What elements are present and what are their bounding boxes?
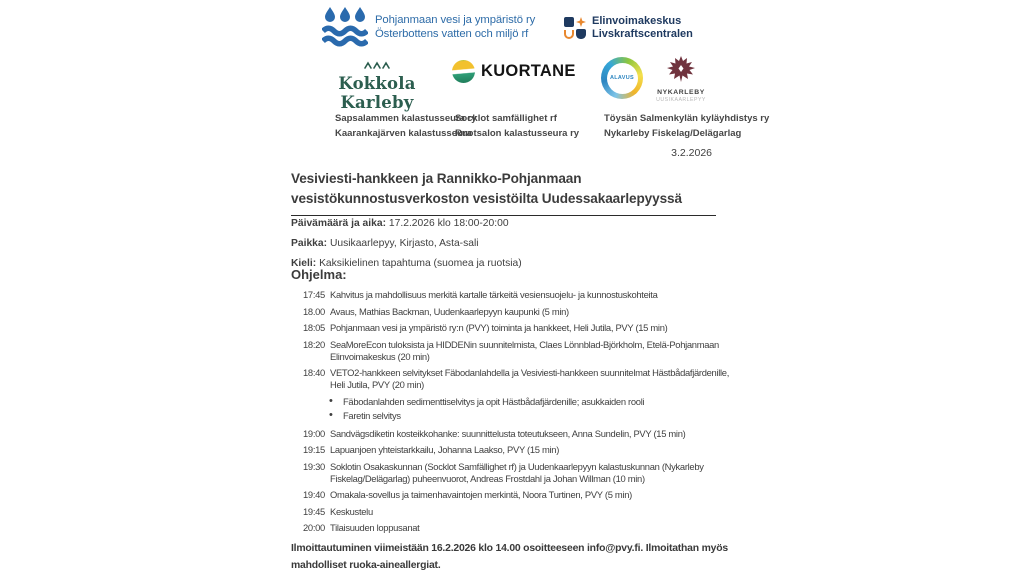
maroon-star-emblem-icon — [666, 56, 696, 82]
kokkola-name-fi: Kokkola — [338, 74, 416, 93]
organizations-column-3 — [604, 111, 769, 141]
pvy-logo-text — [375, 13, 535, 41]
program-item-time: 19:30 — [303, 460, 325, 472]
program-item-time: 18:40 — [303, 367, 325, 378]
program-item-time: 18:05 — [303, 322, 325, 333]
program-sub-item: • Fäbodanlahden sedimenttiselvitys ja opit Hästbådafjärdenille; asukkaiden rooli — [303, 396, 741, 408]
program-item-time: 19:15 — [303, 444, 325, 455]
page-title-line-2: vesistökunnostusverkoston vesistöilta Uudessakaarlepyyssä — [291, 191, 682, 206]
program-item — [303, 461, 741, 485]
program-item-text: Soklotin Osakaskunnan (Socklot Samfällighet rf) ja Uudenkaarlepyyn kalastuskunnan (Nykarleby Fiskelag/Delägarlag) puheenvuorot, Andreas Frostdahl ja Johan Willman (10 min) — [330, 460, 704, 484]
nykarleby-name-fi: UUSIKAARLEPYY — [656, 97, 706, 103]
program-item — [303, 322, 741, 334]
detail-value: Uusikaarlepyy, Kirjasto, Asta-sali — [329, 238, 479, 249]
page-title — [291, 169, 716, 216]
page-title-line-1: Vesiviesti-hankkeen ja Rannikko-Pohjanmaan — [291, 171, 582, 186]
document-date: 3.2.2026 — [671, 147, 712, 159]
alavus-name: ALAVUS — [609, 75, 634, 81]
four-tile-emblem-icon — [564, 17, 586, 39]
yellow-green-globe-icon — [452, 60, 475, 83]
nykarleby-logo — [648, 56, 714, 103]
program-item-text: Keskustelu — [330, 505, 373, 517]
event-details — [291, 217, 736, 277]
program-item-time: 19:40 — [303, 489, 325, 500]
program-item-text: Tilaisuuden loppusanat — [330, 522, 420, 533]
program-heading: Ohjelma: — [291, 267, 347, 282]
kuortane-name: KUORTANE — [481, 62, 576, 80]
program-item — [303, 444, 741, 456]
organization-name: Ruotsalon kalastusseura ry — [455, 128, 580, 139]
pvy-name-sv: Österbottens vatten och miljö rf — [375, 28, 529, 40]
detail-value: Kaksikielinen tapahtuma (suomea ja ruotsia) — [319, 258, 522, 269]
program-item — [303, 306, 741, 318]
pvy-logo — [322, 7, 535, 47]
detail-place — [291, 237, 736, 250]
program-item-text: Pohjanmaan vesi ja ympäristö ry:n (PVY) toiminta ja hankkeet, Heli Jutila, PVY (15 min) — [330, 322, 668, 333]
detail-label: Paikka: — [291, 238, 328, 249]
detail-label: Kieli: — [291, 258, 317, 269]
color-ring-icon — [607, 63, 638, 94]
program-sub-item: • Faretin selvitys — [303, 410, 741, 422]
kokkola-logo — [330, 56, 424, 112]
organization-name: Töysän Salmenkylän kyläyhdistys ry — [604, 113, 770, 124]
program-item-text: VETO2-hankkeen selvitykset Fäbodanlahdella ja Vesiviesti-hankkeen suunnitelmat Hästbådafjärdenille, Heli Jutila, PVY (20 min) — [330, 367, 730, 390]
emblem-tile-shield — [576, 29, 586, 39]
emblem-tile-square — [564, 17, 574, 27]
kokkola-name-sv: Karleby — [340, 93, 414, 112]
nykarleby-name-sv: NYKARLEBY — [657, 89, 705, 96]
organization-name: Sapsalammen kalastusseura ry — [335, 113, 477, 124]
detail-value: 17.2.2026 klo 18:00-20:00 — [388, 218, 509, 229]
organizations-column-2 — [455, 111, 579, 141]
program-item-text: Kahvitus ja mahdollisuus merkitä kartalle tärkeitä vesiensuojelu- ja kunnostuskohteita — [330, 289, 658, 300]
elinvoimakeskus-logo-text — [592, 15, 693, 41]
program-item — [303, 489, 741, 501]
organization-name: Kaarankajärven kalastusseura — [335, 128, 472, 139]
program-item — [303, 339, 741, 363]
organization-name: Nykarleby Fiskelag/Delägarlag — [604, 128, 742, 139]
water-drops-waves-icon — [322, 7, 368, 47]
program-item-text: Avaus, Mathias Backman, Uudenkaarlepyyn kaupunki (5 min) — [330, 305, 569, 317]
program-item — [303, 367, 741, 391]
emblem-tile-star — [576, 17, 586, 27]
emblem-tile-arc — [564, 30, 574, 39]
program-item-text: SeaMoreEcon tuloksista ja HIDDENin suunnitelmista, Claes Lönnblad-Björkholm, Etelä-Pohjanmaan Elinvoimakeskus (20 min) — [330, 338, 719, 362]
program-item-text: Omakala-sovellus ja taimenhavaintojen merkintä, Noora Turtinen, PVY (5 min) — [330, 489, 632, 500]
elinvoimakeskus-logo — [564, 15, 693, 41]
registration-note: Ilmoittautuminen viimeistään 16.2.2026 klo 14.00 osoitteeseen info@pvy.fi. Ilmoitathan myös mahdolliset ruoka-aineallergiat. — [291, 543, 728, 571]
kuortane-logo — [452, 60, 576, 83]
organization-name: Socklot samfällighet rf — [455, 113, 557, 124]
detail-language — [291, 257, 736, 270]
program-item-time: 19:00 — [303, 427, 325, 439]
elinvoimakeskus-name-sv: Livskraftscentralen — [592, 28, 693, 40]
detail-date-time — [291, 217, 736, 230]
program-list — [303, 289, 741, 539]
program-item-text: Lapuanjoen yhteistarkkailu, Johanna Laakso, PVY (15 min) — [330, 444, 560, 455]
program-item — [303, 428, 741, 440]
program-item-time: 19:45 — [303, 505, 325, 517]
program-item — [303, 506, 741, 518]
program-sub-items — [303, 396, 741, 422]
program-item-time: 18:20 — [303, 338, 325, 350]
crown-mark-icon — [364, 61, 390, 69]
program-item-time: 17:45 — [303, 289, 325, 300]
elinvoimakeskus-name-fi: Elinvoimakeskus — [592, 15, 682, 27]
program-item — [303, 522, 741, 534]
alavus-logo — [601, 57, 643, 99]
program-item-time: 18.00 — [303, 305, 325, 317]
pvy-name-fi: Pohjanmaan vesi ja ympäristö ry — [375, 14, 536, 26]
program-item — [303, 289, 741, 301]
program-item-time: 20:00 — [303, 522, 325, 533]
detail-label: Päivämäärä ja aika: — [291, 218, 387, 229]
program-item-text: Sandvägsdiketin kosteikkohanke: suunnittelusta toteutukseen, Anna Sundelin, PVY (15 min) — [330, 427, 686, 439]
